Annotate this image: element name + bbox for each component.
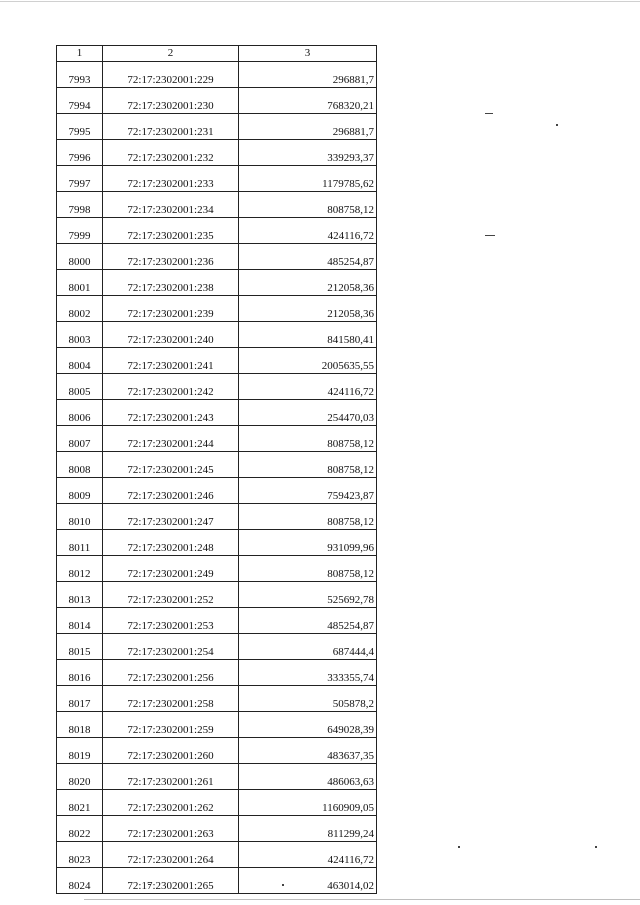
table-row <box>57 400 377 426</box>
table-row <box>57 192 377 218</box>
table-row <box>57 166 377 192</box>
row-number-cell: 8019 <box>57 738 103 764</box>
row-number-cell: 7997 <box>57 166 103 192</box>
cadastral-number-cell: 72:17:2302001:260 <box>103 738 239 764</box>
row-number-cell: 7994 <box>57 88 103 114</box>
cadastral-number-cell: 72:17:2302001:244 <box>103 426 239 452</box>
cadastral-number-cell: 72:17:2302001:233 <box>103 166 239 192</box>
cadastral-value-cell: 485254,87 <box>239 608 377 634</box>
cadastral-value-cell: 212058,36 <box>239 296 377 322</box>
cadastral-number-cell: 72:17:2302001:263 <box>103 816 239 842</box>
table-body <box>57 62 377 894</box>
cadastral-value-cell: 424116,72 <box>239 374 377 400</box>
table-row <box>57 114 377 140</box>
table-row <box>57 426 377 452</box>
cadastral-value-cell: 2005635,55 <box>239 348 377 374</box>
table-row <box>57 660 377 686</box>
table-row <box>57 582 377 608</box>
cadastral-number-cell: 72:17:2302001:241 <box>103 348 239 374</box>
table-row <box>57 738 377 764</box>
row-number-cell: 8006 <box>57 400 103 426</box>
row-number-cell: 8003 <box>57 322 103 348</box>
cadastral-number-cell: 72:17:2302001:242 <box>103 374 239 400</box>
row-number-cell: 8016 <box>57 660 103 686</box>
row-number-cell: 8004 <box>57 348 103 374</box>
cadastral-value-cell: 841580,41 <box>239 322 377 348</box>
cadastral-number-cell: 72:17:2302001:232 <box>103 140 239 166</box>
cadastral-number-cell: 72:17:2302001:245 <box>103 452 239 478</box>
cadastral-number-cell: 72:17:2302001:254 <box>103 634 239 660</box>
cadastral-value-table <box>56 45 377 894</box>
cadastral-value-cell: 808758,12 <box>239 452 377 478</box>
cadastral-value-cell: 483637,35 <box>239 738 377 764</box>
scan-dot <box>595 846 597 848</box>
cadastral-number-cell: 72:17:2302001:247 <box>103 504 239 530</box>
cadastral-number-cell: 72:17:2302001:252 <box>103 582 239 608</box>
cadastral-number-cell: 72:17:2302001:265 <box>103 868 239 894</box>
table-row <box>57 348 377 374</box>
row-number-cell: 8000 <box>57 244 103 270</box>
cadastral-number-cell: 72:17:2302001:261 <box>103 764 239 790</box>
row-number-cell: 8013 <box>57 582 103 608</box>
row-number-cell: 8002 <box>57 296 103 322</box>
cadastral-number-cell: 72:17:2302001:249 <box>103 556 239 582</box>
table-row <box>57 686 377 712</box>
row-number-cell: 7999 <box>57 218 103 244</box>
table-row <box>57 478 377 504</box>
row-number-cell: 8007 <box>57 426 103 452</box>
scan-dash <box>485 113 493 114</box>
table-row <box>57 634 377 660</box>
cadastral-value-cell: 1160909,05 <box>239 790 377 816</box>
row-number-cell: 8020 <box>57 764 103 790</box>
cadastral-value-cell: 759423,87 <box>239 478 377 504</box>
table-row <box>57 452 377 478</box>
cadastral-value-cell: 931099,96 <box>239 530 377 556</box>
table-row <box>57 556 377 582</box>
scan-dot <box>458 846 460 848</box>
scan-dot <box>556 124 558 126</box>
cadastral-value-cell: 296881,7 <box>239 62 377 88</box>
cadastral-value-cell: 485254,87 <box>239 244 377 270</box>
table-row <box>57 62 377 88</box>
table-row <box>57 530 377 556</box>
table-row <box>57 374 377 400</box>
cadastral-number-cell: 72:17:2302001:256 <box>103 660 239 686</box>
cadastral-number-cell: 72:17:2302001:234 <box>103 192 239 218</box>
cadastral-number-cell: 72:17:2302001:259 <box>103 712 239 738</box>
cadastral-number-cell: 72:17:2302001:240 <box>103 322 239 348</box>
cadastral-number-cell: 72:17:2302001:248 <box>103 530 239 556</box>
column-header-number: 1 <box>57 46 103 62</box>
cadastral-number-cell: 72:17:2302001:238 <box>103 270 239 296</box>
cadastral-value-cell: 254470,03 <box>239 400 377 426</box>
cadastral-value-cell: 811299,24 <box>239 816 377 842</box>
row-number-cell: 8001 <box>57 270 103 296</box>
scan-bottom-line <box>84 899 640 900</box>
cadastral-number-cell: 72:17:2302001:258 <box>103 686 239 712</box>
row-number-cell: 8024 <box>57 868 103 894</box>
cadastral-value-cell: 808758,12 <box>239 192 377 218</box>
cadastral-number-cell: 72:17:2302001:231 <box>103 114 239 140</box>
row-number-cell: 8008 <box>57 452 103 478</box>
table-row <box>57 712 377 738</box>
cadastral-value-cell: 486063,63 <box>239 764 377 790</box>
cadastral-value-cell: 463014,02 <box>239 868 377 894</box>
cadastral-number-cell: 72:17:2302001:229 <box>103 62 239 88</box>
table-row <box>57 244 377 270</box>
table-row <box>57 504 377 530</box>
row-number-cell: 8012 <box>57 556 103 582</box>
cadastral-value-cell: 1179785,62 <box>239 166 377 192</box>
cadastral-number-cell: 72:17:2302001:236 <box>103 244 239 270</box>
table-row <box>57 790 377 816</box>
row-number-cell: 8014 <box>57 608 103 634</box>
row-number-cell: 7993 <box>57 62 103 88</box>
column-header-value: 3 <box>239 46 377 62</box>
row-number-cell: 8018 <box>57 712 103 738</box>
cadastral-number-cell: 72:17:2302001:246 <box>103 478 239 504</box>
cadastral-value-cell: 808758,12 <box>239 556 377 582</box>
cadastral-value-cell: 808758,12 <box>239 504 377 530</box>
row-number-cell: 7995 <box>57 114 103 140</box>
column-header-cadastral: 2 <box>103 46 239 62</box>
table-row <box>57 270 377 296</box>
cadastral-number-cell: 72:17:2302001:239 <box>103 296 239 322</box>
row-number-cell: 8015 <box>57 634 103 660</box>
table-row <box>57 764 377 790</box>
table-row <box>57 816 377 842</box>
cadastral-number-cell: 72:17:2302001:264 <box>103 842 239 868</box>
row-number-cell: 8010 <box>57 504 103 530</box>
table-row <box>57 322 377 348</box>
row-number-cell: 8009 <box>57 478 103 504</box>
row-number-cell: 8011 <box>57 530 103 556</box>
cadastral-value-cell: 525692,78 <box>239 582 377 608</box>
table-row <box>57 868 377 894</box>
cadastral-value-cell: 296881,7 <box>239 114 377 140</box>
row-number-cell: 7996 <box>57 140 103 166</box>
cadastral-number-cell: 72:17:2302001:262 <box>103 790 239 816</box>
cadastral-value-cell: 212058,36 <box>239 270 377 296</box>
table-row <box>57 218 377 244</box>
cadastral-number-cell: 72:17:2302001:253 <box>103 608 239 634</box>
table-row <box>57 88 377 114</box>
row-number-cell: 8022 <box>57 816 103 842</box>
cadastral-value-cell: 424116,72 <box>239 842 377 868</box>
row-number-cell: 7998 <box>57 192 103 218</box>
cadastral-value-cell: 649028,39 <box>239 712 377 738</box>
cadastral-value-cell: 687444,4 <box>239 634 377 660</box>
table-header-row <box>57 46 377 62</box>
row-number-cell: 8017 <box>57 686 103 712</box>
table-row <box>57 842 377 868</box>
cadastral-value-cell: 339293,37 <box>239 140 377 166</box>
scan-top-line <box>0 1 640 2</box>
cadastral-value-cell: 333355,74 <box>239 660 377 686</box>
row-number-cell: 8023 <box>57 842 103 868</box>
cadastral-value-cell: 505878,2 <box>239 686 377 712</box>
cadastral-number-cell: 72:17:2302001:235 <box>103 218 239 244</box>
table-row <box>57 296 377 322</box>
scan-dash <box>485 235 495 236</box>
table-row <box>57 608 377 634</box>
cadastral-number-cell: 72:17:2302001:243 <box>103 400 239 426</box>
row-number-cell: 8005 <box>57 374 103 400</box>
cadastral-value-cell: 424116,72 <box>239 218 377 244</box>
cadastral-number-cell: 72:17:2302001:230 <box>103 88 239 114</box>
cadastral-value-cell: 808758,12 <box>239 426 377 452</box>
cadastral-value-cell: 768320,21 <box>239 88 377 114</box>
row-number-cell: 8021 <box>57 790 103 816</box>
table-row <box>57 140 377 166</box>
